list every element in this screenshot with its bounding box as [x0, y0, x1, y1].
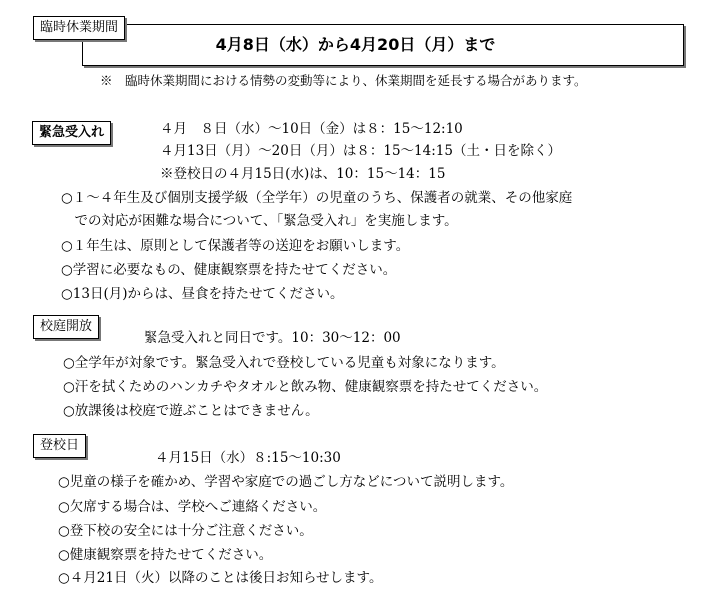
schoolyard-item-3: ○放課後は校庭で遊ぶことはできません。	[63, 403, 319, 419]
emergency-time-1: ４月 ８日（水）～10日（金）は８：15～12:10	[160, 121, 463, 137]
schoolday-item-2: ○欠席する場合は、学校へご連絡ください。	[58, 499, 327, 515]
emergency-item-2: ○１年生は、原則として保護者等の送迎をお願いします。	[61, 238, 410, 254]
schoolyard-time: 緊急受入れと同日です。10：30～12：00	[144, 330, 401, 346]
emergency-item-4: ○13日(月)からは、昼食を持たせてください。	[61, 286, 344, 302]
extension-note: ※ 臨時休業期間における情勢の変動等により、休業期間を延長する場合があります。	[100, 73, 587, 88]
period-text: 4月8日（水）から4月20日（月）まで	[215, 35, 496, 54]
period-label: 臨時休業期間	[33, 16, 125, 40]
schoolday-label: 登校日	[33, 434, 86, 458]
schoolday-item-1: ○児童の様子を確かめ、学習や家庭での過ごし方などについて説明します。	[58, 474, 514, 490]
emergency-item-1-cont: での対応が困難な場合について、「緊急受入れ」を実施します。	[61, 213, 458, 229]
schoolday-item-3: ○登下校の安全には十分ご注意ください。	[58, 523, 313, 539]
schoolday-item-4: ○健康観察票を持たせてください。	[58, 547, 273, 563]
emergency-item-1: ○１～４年生及び個別支援学級（全学年）の児童のうち、保護者の就業、その他家庭	[61, 190, 573, 206]
schoolday-time: ４月15日（水）８:15～10:30	[155, 450, 341, 466]
schoolyard-item-2: ○汗を拭くためのハンカチやタオルと飲み物、健康観察票を持たせてください。	[63, 379, 548, 395]
schoolday-item-5: ○４月21日（火）以降のことは後日お知らせします。	[58, 570, 383, 586]
emergency-label: 緊急受入れ	[32, 121, 111, 145]
emergency-item-3: ○学習に必要なもの、健康観察票を持たせてください。	[61, 262, 397, 278]
emergency-time-3: ※登校日の４月15日(水)は、10：15～14：15	[160, 166, 446, 182]
schoolyard-item-1: ○全学年が対象です。緊急受入れで登校している児童も対象になります。	[63, 355, 505, 371]
schoolyard-label: 校庭開放	[33, 315, 99, 339]
emergency-time-2: ４月13日（月）～20日（月）は８：15～14:15（土・日を除く）	[160, 143, 561, 159]
